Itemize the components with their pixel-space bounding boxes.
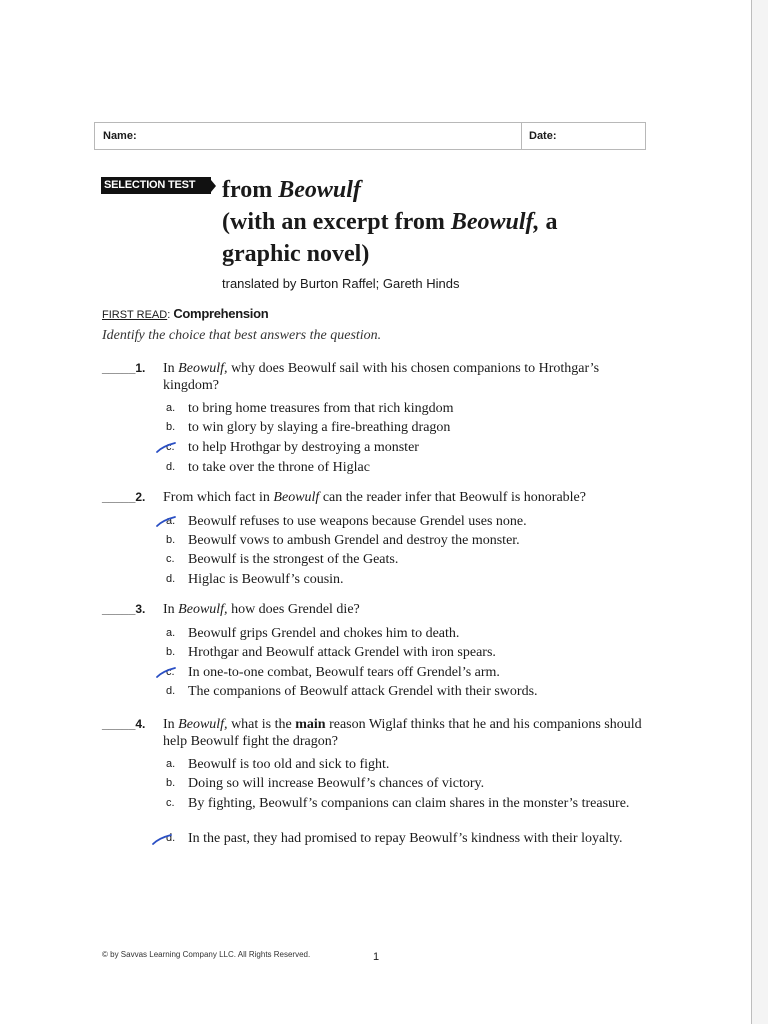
- section-name: Comprehension: [173, 306, 269, 321]
- option-letter: a.: [166, 402, 176, 414]
- option-letter: a.: [166, 758, 176, 770]
- answer-blank[interactable]: [102, 602, 145, 616]
- badge-label: SELECTION TEST: [101, 177, 211, 194]
- section-label: FIRST READ: [102, 309, 168, 321]
- option-letter: b.: [166, 421, 176, 433]
- option-text: In one-to-one combat, Beowulf tears off Grendel’s arm.: [188, 665, 500, 680]
- option-text: to bring home treasures from that rich kingdom: [188, 401, 454, 416]
- text-run: can the reader infer that Beowulf is honorable?: [319, 490, 586, 505]
- subtitle: translated by Burton Raffel; Gareth Hinds: [222, 276, 460, 291]
- check-mark-icon: [155, 440, 177, 454]
- blank-line: _____: [102, 602, 136, 616]
- option-text: Hrothgar and Beowulf attack Grendel with iron spears.: [188, 645, 496, 660]
- option-text: Beowulf is too old and sick to fight.: [188, 757, 390, 772]
- option-letter: a.: [166, 627, 176, 639]
- title-text: a: [539, 209, 558, 235]
- page-title: [222, 174, 558, 270]
- question-text: [163, 601, 653, 618]
- answer-blank[interactable]: [102, 717, 145, 731]
- option-text: to win glory by slaying a fire-breathing dragon: [188, 420, 451, 435]
- title-italic: Beowulf,: [450, 209, 540, 235]
- option-letter: d.: [166, 832, 176, 844]
- page-number: 1: [373, 951, 380, 963]
- option-text: By fighting, Beowulf’s companions can claim shares in the monster’s treasure.: [188, 796, 630, 811]
- check-mark-icon: [151, 832, 176, 846]
- name-date-header: [94, 122, 646, 150]
- option-letter: b.: [166, 534, 176, 546]
- option-text: Beowulf is the strongest of the Geats.: [188, 552, 399, 567]
- option-letter: c.: [166, 666, 175, 678]
- question-number: 4.: [135, 717, 146, 731]
- question-text: [163, 489, 653, 506]
- title-text: (with an excerpt from: [222, 209, 451, 235]
- title-italic: Beowulf: [278, 177, 361, 203]
- option-text: Doing so will increase Beowulf’s chances of victory.: [188, 776, 485, 791]
- option-letter: b.: [166, 646, 176, 658]
- option-text: The companions of Beowulf attack Grendel with their swords.: [188, 684, 538, 699]
- name-label: Name:: [103, 130, 137, 142]
- text-run-italic: Beowulf,: [178, 717, 228, 732]
- answer-blank[interactable]: [102, 490, 145, 504]
- badge-arrow-icon: [211, 180, 216, 192]
- text-run: why does Beowulf sail with his chosen companions to Hrothgar’s kingdom?: [163, 361, 600, 393]
- title-text: from: [222, 177, 279, 203]
- answer-blank[interactable]: [102, 361, 145, 375]
- option-letter: c.: [166, 797, 175, 809]
- option-text: In the past, they had promised to repay Beowulf’s kindness with their loyalty.: [188, 831, 623, 846]
- text-run: In: [163, 717, 179, 732]
- question-number: 2.: [135, 490, 146, 504]
- text-run-bold: main: [295, 717, 326, 732]
- option-text: Beowulf refuses to use weapons because Grendel uses none.: [188, 514, 527, 529]
- text-run: reason Wiglaf thinks that he and his companions should help Beowulf fight the dragon?: [163, 717, 642, 749]
- blank-line: _____: [102, 490, 136, 504]
- option-letter: c.: [166, 441, 175, 453]
- option-letter: b.: [166, 777, 176, 789]
- text-run-italic: Beowulf: [273, 490, 320, 505]
- instruction: Identify the choice that best answers the question.: [102, 328, 382, 343]
- blank-line: _____: [102, 717, 136, 731]
- header-divider: [521, 123, 522, 149]
- blank-line: _____: [102, 361, 136, 375]
- option-letter: d.: [166, 573, 176, 585]
- question-text: [163, 360, 653, 394]
- section-colon: :: [167, 309, 174, 321]
- option-text: Beowulf vows to ambush Grendel and destroy the monster.: [188, 533, 520, 548]
- option-text: to take over the throne of Higlac: [188, 460, 370, 475]
- date-label: Date:: [529, 130, 557, 142]
- option-text: to help Hrothgar by destroying a monster: [188, 440, 419, 455]
- option-letter: d.: [166, 685, 176, 697]
- section-heading: [102, 306, 268, 321]
- text-run: In: [163, 602, 179, 617]
- question-number: 3.: [135, 602, 146, 616]
- option-letter: c.: [166, 553, 175, 565]
- text-run-italic: Beowulf,: [178, 602, 228, 617]
- option-letter: d.: [166, 461, 176, 473]
- page-edge: [751, 0, 768, 1024]
- check-mark-icon: [155, 514, 177, 528]
- title-text: graphic novel): [222, 241, 370, 267]
- text-run-italic: Beowulf,: [178, 361, 228, 376]
- check-mark-icon: [155, 665, 177, 679]
- question-number: 1.: [135, 361, 146, 375]
- copyright-footer: © by Savvas Learning Company LLC. All Rights Reserved.: [102, 950, 311, 959]
- text-run: In: [163, 361, 179, 376]
- option-text: Higlac is Beowulf’s cousin.: [188, 572, 344, 587]
- text-run: what is the: [227, 717, 296, 732]
- option-letter: a.: [166, 515, 176, 527]
- option-text: Beowulf grips Grendel and chokes him to death.: [188, 626, 460, 641]
- question-text: [163, 716, 653, 750]
- text-run: how does Grendel die?: [227, 602, 360, 617]
- text-run: From which fact in: [163, 490, 274, 505]
